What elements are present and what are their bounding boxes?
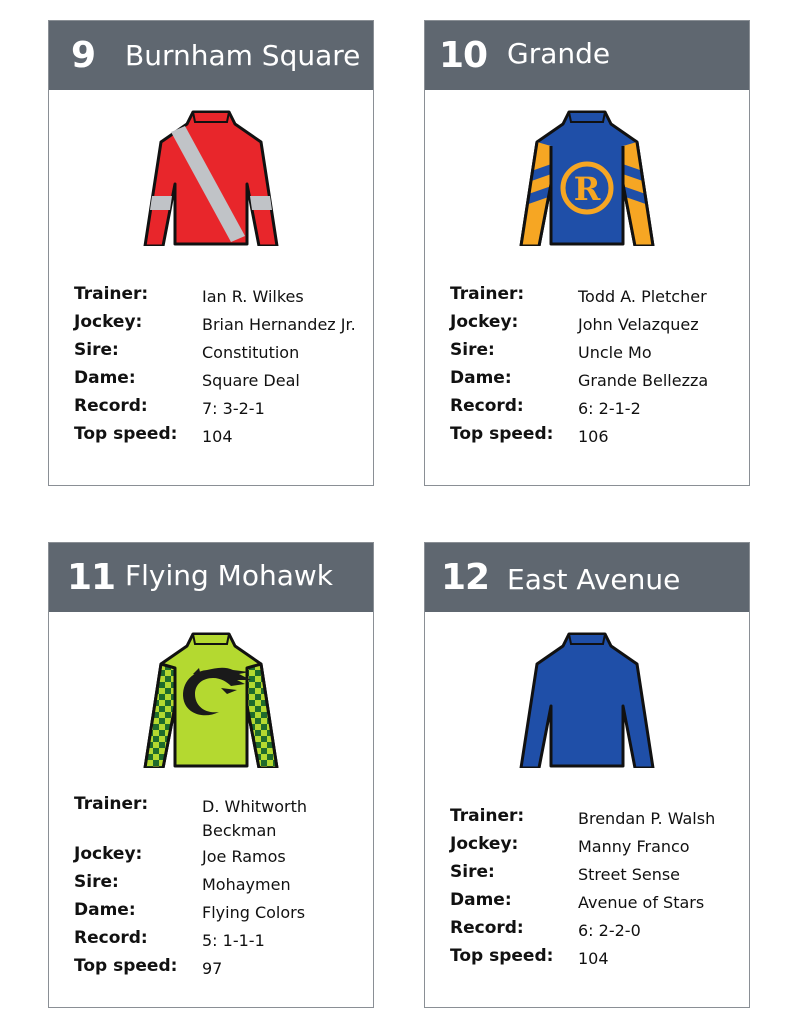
top-speed-value: 97 [202, 959, 223, 978]
lime-jersey-dragon-checked-sleeves-icon [141, 628, 281, 768]
top-speed-label: Top speed: [74, 956, 178, 976]
horse-info [450, 283, 750, 451]
dame-label: Dame: [74, 900, 136, 920]
record-label: Record: [74, 396, 148, 416]
sire-label: Sire: [74, 872, 119, 892]
jockey-value: John Velazquez [578, 315, 699, 334]
card-header [425, 543, 749, 612]
trainer-value-line1: D. Whitworth [202, 797, 308, 816]
jockey-label: Jockey: [450, 834, 519, 854]
horse-card-9 [48, 20, 374, 486]
trainer-value: Brendan P. Walsh [578, 809, 716, 828]
top-speed-value: 104 [578, 949, 609, 968]
record-label: Record: [450, 918, 524, 938]
horse-info [450, 805, 750, 973]
trainer-label: Trainer: [74, 794, 149, 814]
record-value: 6: 2-2-0 [578, 921, 641, 940]
emblem-letter: R [573, 170, 601, 208]
horse-card-12 [424, 542, 750, 1008]
top-speed-value: 106 [578, 427, 609, 446]
card-header [425, 21, 749, 90]
jockey-value: Manny Franco [578, 837, 690, 856]
jockey-value: Brian Hernandez Jr. [202, 315, 356, 334]
blue-jersey-plain-icon [517, 628, 657, 768]
horse-number: 10 [439, 35, 488, 76]
horse-name: Flying Mohawk [125, 559, 333, 592]
trainer-value-line2: Beckman [202, 821, 277, 840]
dame-label: Dame: [450, 368, 512, 388]
trainer-value [202, 793, 374, 843]
top-speed-label: Top speed: [450, 424, 554, 444]
dame-value: Square Deal [202, 371, 300, 390]
sire-label: Sire: [450, 340, 495, 360]
horse-card-10 [424, 20, 750, 486]
card-header [49, 543, 373, 612]
record-value: 5: 1-1-1 [202, 931, 265, 950]
horse-number: 9 [71, 35, 96, 76]
sire-value: Constitution [202, 343, 300, 362]
dame-value: Avenue of Stars [578, 893, 705, 912]
top-speed-value: 104 [202, 427, 233, 446]
dame-label: Dame: [74, 368, 136, 388]
record-value: 7: 3-2-1 [202, 399, 265, 418]
jockey-label: Jockey: [450, 312, 519, 332]
dame-value: Grande Bellezza [578, 371, 709, 390]
dame-value: Flying Colors [202, 903, 306, 922]
trainer-label: Trainer: [450, 284, 525, 304]
horse-info [74, 283, 374, 451]
horse-card-11 [48, 542, 374, 1008]
blue-jersey-gold-r-emblem-icon [517, 106, 657, 246]
sire-value: Street Sense [578, 865, 681, 884]
horse-info [74, 793, 374, 983]
jockey-label: Jockey: [74, 312, 143, 332]
record-label: Record: [450, 396, 524, 416]
horse-name: Burnham Square [125, 39, 361, 72]
jockey-label: Jockey: [74, 844, 143, 864]
trainer-label: Trainer: [450, 806, 525, 826]
horse-number: 12 [441, 557, 490, 598]
horse-number: 11 [67, 557, 116, 598]
top-speed-label: Top speed: [74, 424, 178, 444]
card-header [49, 21, 373, 90]
jockey-value: Joe Ramos [202, 847, 286, 866]
sire-label: Sire: [74, 340, 119, 360]
dame-label: Dame: [450, 890, 512, 910]
horse-name: East Avenue [507, 563, 681, 596]
red-jersey-grey-sash-icon [141, 106, 281, 246]
record-value: 6: 2-1-2 [578, 399, 641, 418]
horse-name: Grande [507, 37, 611, 70]
sire-label: Sire: [450, 862, 495, 882]
trainer-label: Trainer: [74, 284, 149, 304]
sire-value: Uncle Mo [578, 343, 652, 362]
top-speed-label: Top speed: [450, 946, 554, 966]
trainer-value: Todd A. Pletcher [578, 287, 707, 306]
sire-value: Mohaymen [202, 875, 291, 894]
record-label: Record: [74, 928, 148, 948]
trainer-value: Ian R. Wilkes [202, 287, 304, 306]
